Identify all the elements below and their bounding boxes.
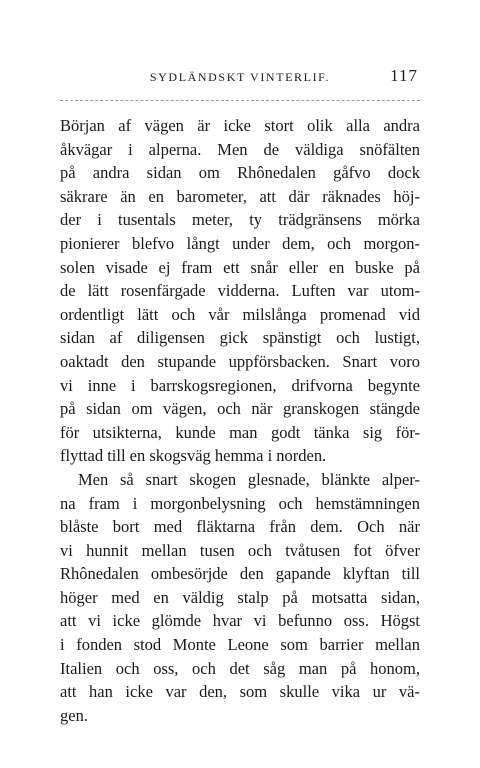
text-line: flyttad till en skogsväg hemma i norden. bbox=[60, 446, 327, 466]
text-line: sidan af diligensen gick spänstigt och lustigt, bbox=[60, 328, 420, 348]
header-rule bbox=[60, 100, 420, 101]
text-line: oaktadt den stupande uppförsbacken. Snart voro bbox=[60, 351, 420, 371]
running-title: SYDLÄNDSKT VINTERLIF. bbox=[149, 70, 331, 84]
text-line: de lätt rosenfärgade vidderna. Luften var utom- bbox=[60, 281, 420, 301]
text-line: pionierer blefvo långt under dem, och morgon- bbox=[60, 233, 420, 253]
text-line: blåste bort med fläktarna från dem. Och när bbox=[60, 517, 420, 537]
text-line: på andra sidan om Rhônedalen gåfvo dock bbox=[60, 163, 420, 183]
text-line: vi hunnit mellan tusen och tvåtusen fot öfver bbox=[60, 540, 420, 560]
text-line: na fram i morgonbelysning och hemstämningen bbox=[60, 493, 420, 513]
text-line: för utsikterna, kunde man godt tänka sig för- bbox=[60, 422, 420, 442]
page-number: 117 bbox=[390, 66, 418, 85]
running-head bbox=[60, 66, 420, 88]
text-line: på sidan om vägen, och när granskogen stängde bbox=[60, 399, 420, 419]
text-line: Rhônedalen ombesörjde den gapande klyftan till bbox=[60, 564, 420, 584]
text-line: vi inne i barrskogsregionen, drifvorna begynte bbox=[60, 375, 420, 395]
text-line: Början af vägen är icke stort olik alla andra bbox=[60, 116, 420, 135]
text-line: säkrare än en barometer, att där räknades höj- bbox=[60, 186, 420, 206]
text-line: solen visade ej fram ett snår eller en buske på bbox=[60, 257, 420, 277]
text-line: att han icke var den, som skulle vika ur vä- bbox=[60, 682, 420, 702]
text-line: ordentligt lätt och vår milslånga promenad vid bbox=[60, 304, 420, 324]
text-line: Italien och oss, och det såg man på honom, bbox=[60, 658, 420, 678]
text-line: der i tusentals meter, ty trädgränsens mörka bbox=[60, 210, 420, 230]
text-line: att vi icke glömde hvar vi befunno oss. Högst bbox=[60, 611, 420, 631]
text-line: gen. bbox=[60, 705, 88, 725]
body-text bbox=[60, 114, 420, 727]
text-line: höger med en väldig stalp på motsatta sidan, bbox=[60, 587, 420, 607]
text-line: Men så snart skogen glesnade, blänkte alper- bbox=[78, 469, 420, 489]
text-line: i fonden stod Monte Leone som barrier mellan bbox=[60, 635, 420, 655]
text-line: åkvägar i alperna. Men de väldiga snöfälten bbox=[60, 139, 420, 159]
